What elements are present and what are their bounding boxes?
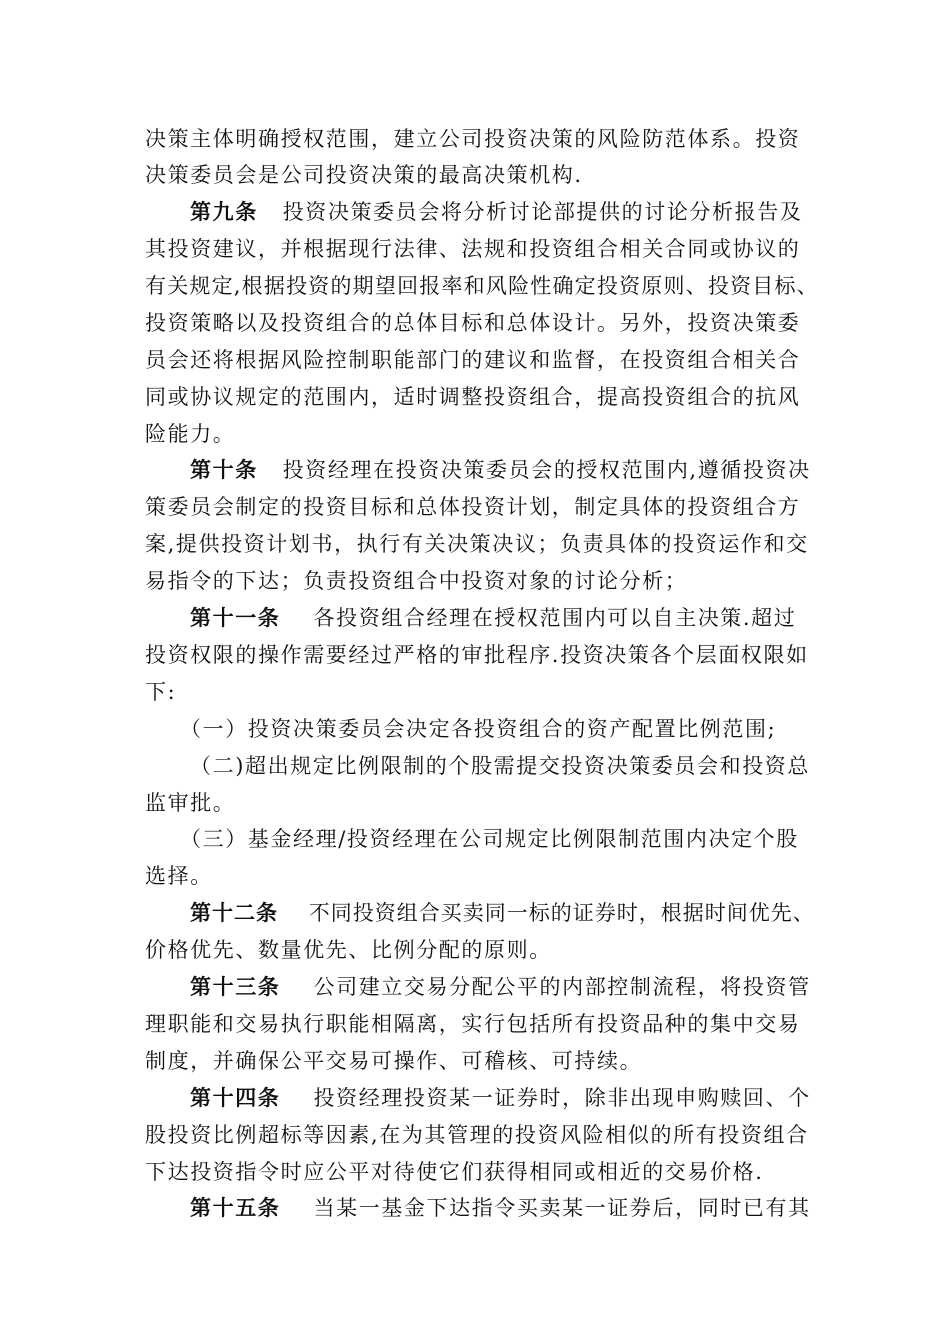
text-line: 其投资建议，并根据现行法律、法规和投资组合相关合同或协议的	[145, 237, 801, 261]
text-line: 员会还将根据风险控制职能部门的建议和监督，在投资组合相关合	[145, 348, 801, 372]
article-heading: 第十三条	[190, 975, 281, 999]
article-heading: 第十二条	[190, 901, 278, 925]
list-item: （二)超出规定比例限制的个股需提交投资决策委员会和投资总	[190, 754, 810, 778]
text-line: 价格优先、数量优先、比例分配的原则。	[145, 938, 552, 962]
article-heading: 第十四条	[190, 1086, 281, 1110]
text-line: 险能力。	[145, 422, 236, 446]
article-11-line: 第十一条 各投资组合经理在授权范围内可以自主决策.超过	[190, 606, 797, 630]
text-line: 选择。	[145, 864, 213, 888]
text-line: 制度，并确保公平交易可操作、可稽核、可持续。	[145, 1049, 643, 1073]
text-line: 投资权限的操作需要经过严格的审批程序.投资决策各个层面权限如	[145, 643, 809, 667]
text-line: 监审批。	[145, 791, 236, 815]
text-line: 同或协议规定的范围内，适时调整投资组合，提高投资组合的抗风	[145, 385, 801, 409]
article-14-line: 第十四条 投资经理投资某一证券时，除非出现申购赎回、个	[190, 1086, 811, 1110]
text-line: 股投资比例超标等因素,在为其管理的投资风险相似的所有投资组合	[145, 1123, 809, 1147]
text-line: 投资策略以及投资组合的总体目标和总体设计。另外，投资决策委	[145, 311, 801, 335]
text-line: 决策主体明确授权范围，建立公司投资决策的风险防范体系。投资	[145, 127, 801, 151]
text-line: 有关规定,根据投资的期望回报率和风险性确定投资原则、投资目标、	[145, 274, 819, 298]
text-line: 决策委员会是公司投资决策的最高决策机构.	[145, 163, 583, 187]
article-10-line: 第十条 投资经理在投资决策委员会的授权范围内,遵循投资决	[190, 458, 811, 482]
article-heading: 第十条	[190, 458, 258, 482]
text-line: 下:	[145, 680, 177, 704]
article-13-line: 第十三条 公司建立交易分配公平的内部控制流程，将投资管	[190, 975, 811, 999]
article-heading: 第十一条	[190, 606, 281, 630]
list-item: （三）基金经理/投资经理在公司规定比例限制范围内决定个股	[180, 827, 799, 851]
article-heading: 第九条	[190, 200, 258, 224]
article-15-line: 第十五条 当某一基金下达指令买卖某一证券后，同时已有其	[190, 1196, 811, 1220]
text-line: 理职能和交易执行职能相隔离，实行包括所有投资品种的集中交易	[145, 1012, 801, 1036]
text-line: 策委员会制定的投资目标和总体投资计划，制定具体的投资组合方	[145, 495, 801, 519]
text-line: 案,提供投资计划书，执行有关决策决议；负责具体的投资运作和交	[145, 532, 809, 556]
article-heading: 第十五条	[190, 1196, 281, 1220]
text-line: 易指令的下达；负责投资组合中投资对象的讨论分析；	[145, 569, 688, 593]
article-9-line: 第九条 投资决策委员会将分析讨论部提供的讨论分析报告及	[190, 200, 803, 224]
list-item: （一）投资决策委员会决定各投资组合的资产配置比例范围;	[180, 717, 777, 741]
text-line: 下达投资指令时应公平对待使它们获得相同或相近的交易价格.	[145, 1160, 764, 1184]
article-12-line: 第十二条 不同投资组合买卖同一标的证券时，根据时间优先、	[190, 901, 815, 925]
